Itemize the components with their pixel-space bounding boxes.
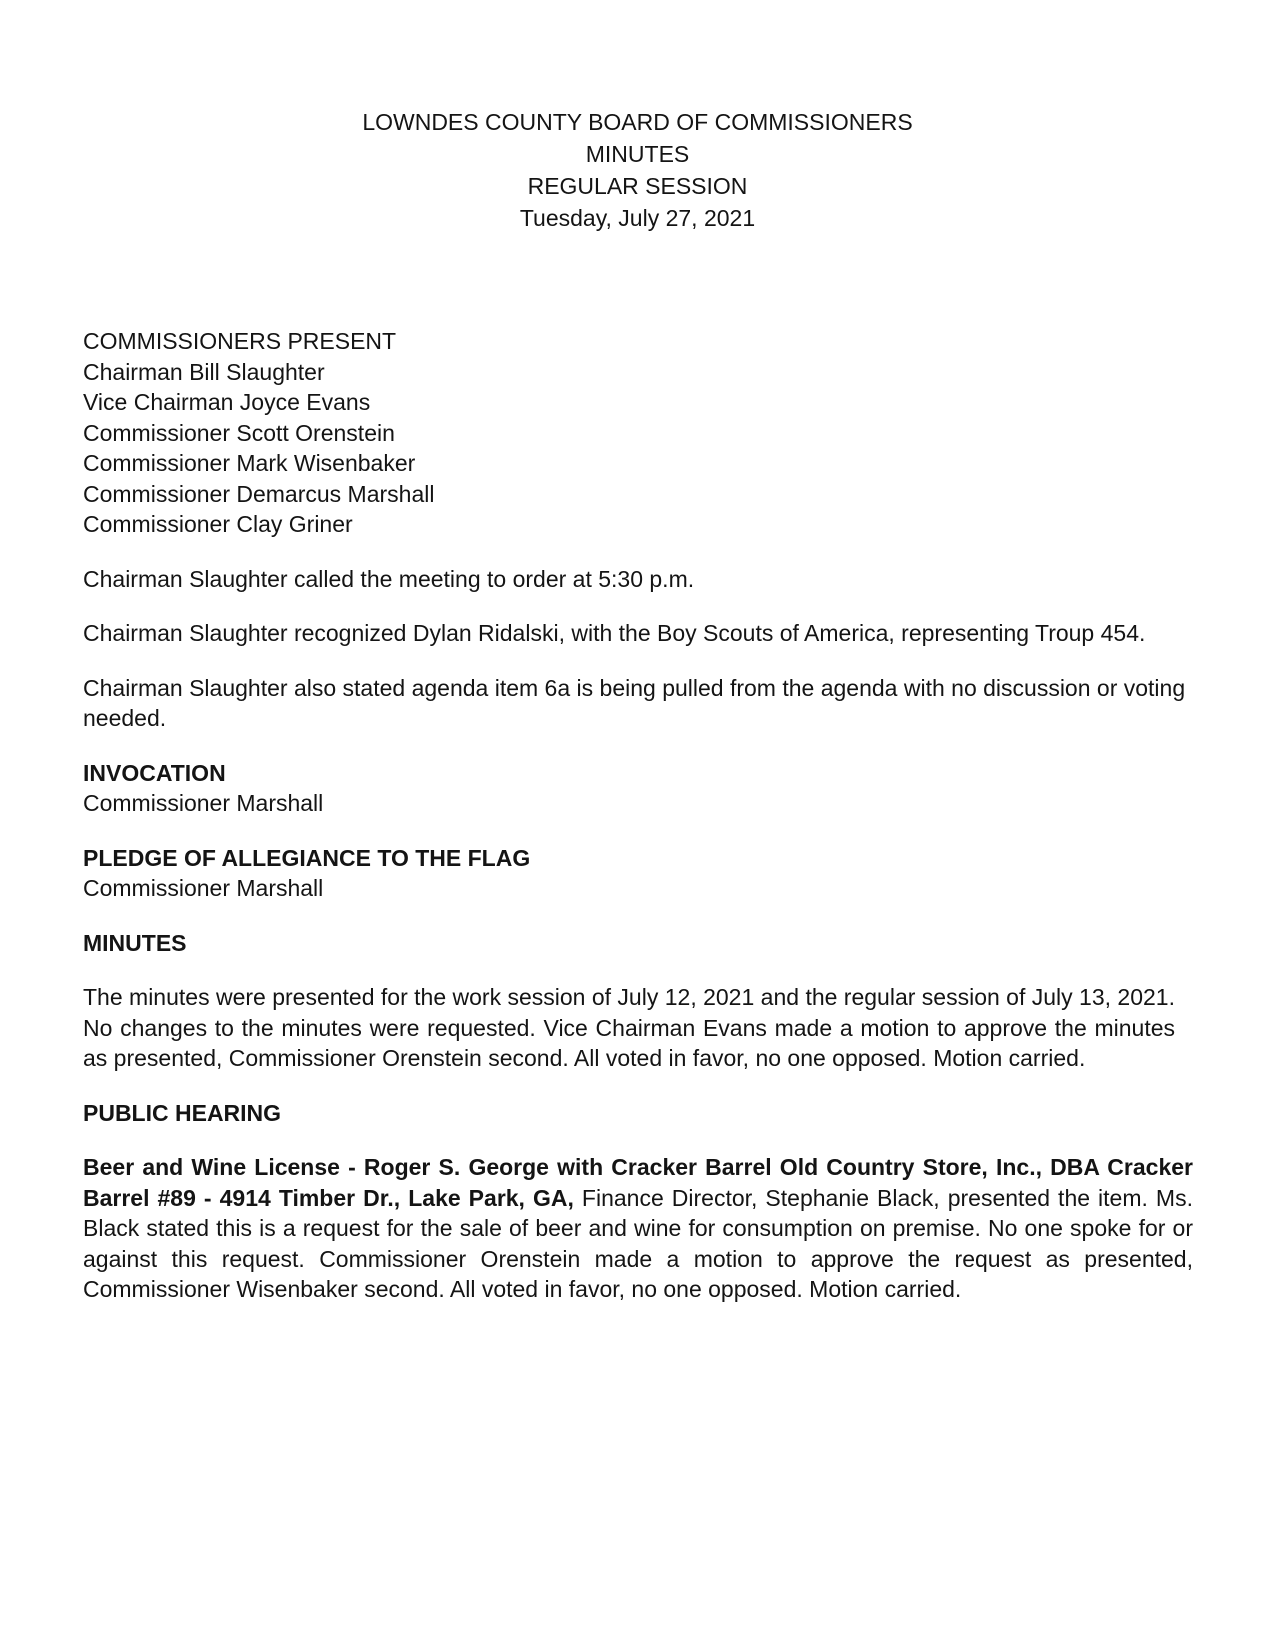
pledge-heading: PLEDGE OF ALLEGIANCE TO THE FLAG [83, 844, 531, 871]
attendance-title: COMMISSIONERS PRESENT [83, 328, 397, 354]
pledge-section [83, 843, 1193, 904]
attendance-list [83, 326, 1193, 540]
minutes-heading: MINUTES [83, 929, 187, 956]
header-organization: LOWNDES COUNTY BOARD OF COMMISSIONERS [362, 109, 913, 135]
recognition-paragraph: Chairman Slaughter recognized Dylan Ridalski, with the Boy Scouts of America, representing Troup 454. [83, 620, 1146, 646]
invocation-heading: INVOCATION [83, 759, 226, 786]
attendee-item: Vice Chairman Joyce Evans [83, 389, 371, 415]
public-hearing-item-title: Beer and Wine License - Roger S. George with Cracker Barrel Old Country Store, Inc., DBA Cracker Barrel #89 - 4914 Timber Dr., Lake Park, GA, [83, 1154, 1193, 1211]
agenda-note-paragraph: Chairman Slaughter also stated agenda item 6a is being pulled from the agenda with no discussion or voting needed. [83, 674, 1186, 731]
minutes-paragraph: The minutes were presented for the work session of July 12, 2021 and the regular session of July 13, 2021. No changes to the minutes were requested. Vice Chairman Evans made a motion to approve the minutes as presented, Commissioner Orenstein second. All voted in favor, no one opposed. Motion carried. [83, 984, 1175, 1071]
attendee-item: Commissioner Mark Wisenbaker [83, 450, 416, 476]
document-body [83, 326, 1193, 1329]
document-header [0, 106, 1275, 234]
invocation-section [83, 758, 1193, 819]
public-hearing-item [83, 1152, 1193, 1305]
invocation-text: Commissioner Marshall [83, 790, 324, 816]
header-session-type: REGULAR SESSION [527, 173, 748, 199]
public-hearing-item-text: Finance Director, Stephanie Black, presented the item. Ms. Black stated this is a request for the sale of beer and wine for consumption on premise. No one spoke for or against this request. Commissioner Orenstein made a motion to approve the request as presented, Commissioner Wisenbaker second. All voted in favor, no one opposed. Motion carried. [83, 1184, 1193, 1302]
attendee-item: Commissioner Demarcus Marshall [83, 480, 435, 507]
header-document-type: MINUTES [585, 141, 690, 167]
attendee-item: Chairman Bill Slaughter [83, 358, 325, 385]
attendee-item: Commissioner Scott Orenstein [83, 419, 395, 446]
call-to-order-paragraph: Chairman Slaughter called the meeting to order at 5:30 p.m. [83, 565, 695, 592]
attendee-item: Commissioner Clay Griner [83, 511, 353, 537]
pledge-text: Commissioner Marshall [83, 875, 324, 901]
header-date: Tuesday, July 27, 2021 [519, 205, 756, 231]
public-hearing-heading: PUBLIC HEARING [83, 1099, 282, 1126]
